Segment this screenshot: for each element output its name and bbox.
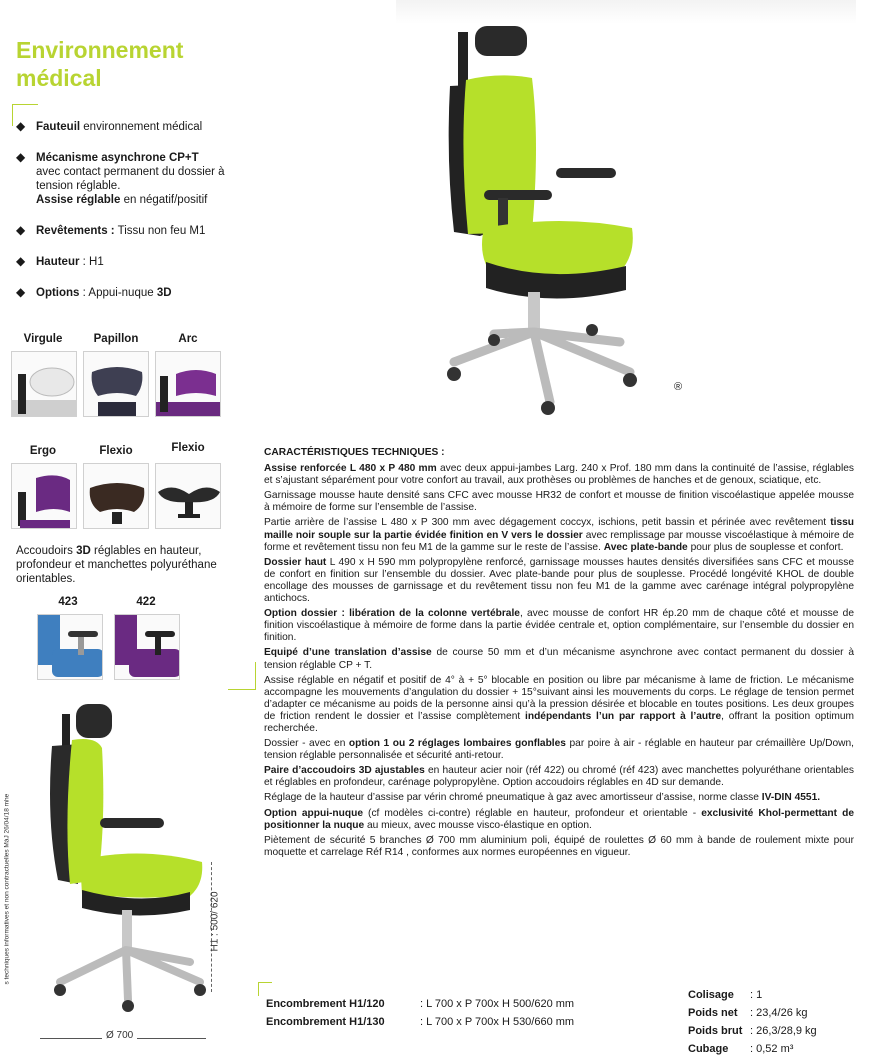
headrest-label-virgule: Virgule <box>23 333 63 345</box>
title-line-2: médical <box>16 65 102 91</box>
headrest-label-flexio-2: Flexio <box>171 442 205 454</box>
feature-text: environnement médical <box>80 121 203 133</box>
corner-marker <box>258 982 272 996</box>
feature-text: : Appui-nuque <box>79 287 157 299</box>
technical-specs <box>264 447 854 862</box>
side-note: s techniques informatives et non contractuelles MàJ 26/04/18 mhe <box>3 793 11 985</box>
headrest-label-flexio: Flexio <box>99 445 133 457</box>
armrest-label-422: 422 <box>136 596 156 608</box>
headrest-virgule-image <box>11 351 77 417</box>
feature-label: Fauteuil <box>36 121 81 133</box>
shipping-row: Poids brut : 26,3/28,9 kg <box>688 1025 817 1037</box>
feature-label: Assise réglable <box>36 194 121 206</box>
feature-label: Hauteur <box>36 256 80 268</box>
feature-label: Revêtements : <box>36 225 115 237</box>
headrest-papillon-image <box>83 351 149 417</box>
side-chair-image <box>40 700 220 1018</box>
page-title <box>16 36 256 92</box>
spec-paragraph: Réglage de la hauteur d’assise par vérin chromé pneumatique à gaz avec amortisseur d’assise, norme classe IV-DIN 4551. <box>264 792 821 804</box>
feature-text: : H1 <box>79 256 104 268</box>
encombrement-row: Encombrement H1/120 : L 700 x P 700x H 500/620 mm <box>266 998 575 1010</box>
feature-text: avec contact permanent du dossier à tension réglable. <box>36 166 225 192</box>
corner-marker <box>228 662 256 690</box>
feature-label: Options <box>36 287 80 299</box>
spec-paragraph: Partie arrière de l’assise L 480 x P 300 mm avec dégagement coccyx, ischions, petit bassin et périnée avec revêtement tissu maille noir souple sur la partie évidée finition en V vers le dossier avec remplissage par mousse viscoélastique à mémoire de forme et revêtement tissu non feu M1 de la gamme sur le reste de l’assise. Avec plate-bande pour plus de souplesse et confort. <box>264 517 854 553</box>
headrest-flexio-2-image <box>155 463 221 529</box>
spec-paragraph: Equipé d’une translation d’assise de course 50 mm et d’un mécanisme asynchrone avec contact permanent du dossier à tension réglable CP + T. <box>264 647 854 671</box>
headrest-arc-image <box>155 351 221 417</box>
feature-item <box>16 255 256 269</box>
armrest-label-423: 423 <box>58 596 78 608</box>
specs-heading: CARACTÉRISTIQUES TECHNIQUES : <box>264 447 445 458</box>
headrest-label-papillon: Papillon <box>93 333 139 345</box>
spec-paragraph: Dossier - avec en option 1 ou 2 réglages lombaires gonflables par poire à air - réglable en hauteur par crémaillère Up/Down, tension réglable personnalisée et sécurité anti-retour. <box>264 738 854 762</box>
shipping-row: Poids net : 23,4/26 kg <box>688 1007 808 1019</box>
spec-paragraph: Assise réglable en négatif et positif de 4° à + 5° blocable en position ou libre par mécanisme à lame de friction. Le mécanisme accompagne les mouvements d’angulation du dossier + 15°suivant ainsi les mouvements du corps. Le réglage de tension permet d’adapter ce mécanisme au poids de la personne ainsi qu’à la pression désirée et blocable en toutes positions. Les deux groupes de friction rendent le dossier et l’assise complètement indépendants l’un par rapport à l’autre, offrant la position optimum recherchée. <box>264 674 855 734</box>
armrest-422-image <box>114 614 180 680</box>
feature-item <box>16 286 256 300</box>
spec-paragraph: Piètement de sécurité 5 branches Ø 700 mm aluminium poli, équipé de roulettes Ø 60 mm à bande de roulement mixte pour moquette et carrelage Réf R14 , conformes aux normes européennes en vigueur. <box>264 834 854 858</box>
top-band <box>396 0 856 24</box>
feature-item <box>16 224 256 238</box>
encombrement-block <box>266 995 676 1031</box>
shipping-row: Cubage : 0,52 m³ <box>688 1043 794 1055</box>
spec-paragraph: Option appui-nuque (cf modèles ci-contre) réglable en hauteur, profondeur et orientable - exclusivité Khol-permettant de positionner la nuque au mieux, avec mousse visco-élastique en option. <box>264 807 854 831</box>
headrest-label-arc: Arc <box>178 333 198 345</box>
headrest-flexio-image <box>83 463 149 529</box>
armrest-423-image <box>37 614 103 680</box>
spec-paragraph: Dossier haut L 490 x H 590 mm polypropylène renforcé, garnissage mousses hautes densités diversifiées sans CFC et mousse de confort en finition sur l’ensemble du dossier. Avec plate-bande pour plus de souplesse. Procédé longévité KHOL de double encollage des mousses de garnissage et du revêtement tissu non feu M1 de la gamme avec carénage intégral polypropylène antichocs. <box>264 556 854 605</box>
diamond-bullet-icon: ◆ <box>16 119 26 133</box>
encombrement-row: Encombrement H1/130 : L 700 x P 700x H 530/660 mm <box>266 1016 575 1028</box>
armrests-description: Accoudoirs 3D réglables en hauteur, profondeur et manchettes polyuréthane orientables. <box>16 545 217 585</box>
headrest-ergo-image <box>11 463 77 529</box>
feature-text: Tissu non feu M1 <box>114 225 206 237</box>
diamond-bullet-icon: ◆ <box>16 254 26 268</box>
spec-paragraph: Paire d’accoudoirs 3D ajustables en hauteur acier noir (réf 422) ou chromé (réf 423) avec manchettes polyuréthane orientables et réglables en profondeur, carénage polypropylène. Option accoudoirs réglables en 4D sur demande. <box>264 765 854 789</box>
feature-label: Mécanisme asynchrone CP+T <box>36 152 199 164</box>
spec-paragraph: Garnissage mousse haute densité sans CFC avec mousse HR32 de confort et mousse de finition viscoélastique appelée mousse à mémoire de forme sur l’ensemble de l’assise. <box>264 490 854 514</box>
main-chair-image <box>420 22 660 422</box>
title-line-1: Environnement <box>16 37 184 63</box>
spec-paragraph: Option dossier : libération de la colonne vertébrale, avec mousse de confort HR ép.20 mm de chaque côté et mousse de finition viscoélastique à mémoire de forme dans la partie évidée centrale et, option complémentaire, sur l’ensemble du dossier en finition. <box>264 608 854 644</box>
height-dimension-label: H1 : 500/ 620 <box>209 891 221 952</box>
diamond-bullet-icon: ◆ <box>16 285 26 299</box>
headrest-label-ergo: Ergo <box>29 445 57 457</box>
feature-text: en négatif/positif <box>120 194 208 206</box>
diamond-bullet-icon: ◆ <box>16 223 26 237</box>
shipping-row: Colisage : 1 <box>688 989 763 1001</box>
feature-label: 3D <box>156 287 172 299</box>
diamond-bullet-icon: ◆ <box>16 150 26 164</box>
registered-mark: ® <box>674 381 683 393</box>
feature-item <box>16 151 256 207</box>
feature-list <box>16 120 256 317</box>
base-dimension-label: Ø 700 <box>102 1030 137 1041</box>
feature-item <box>16 120 256 134</box>
spec-paragraph: Assise renforcée L 480 x P 480 mm avec deux appui-jambes Larg. 240 x Prof. 180 mm dans la continuité de l’assise, réglables et s’ajustant séparément pour votre confort au travail, aux prothèses ou problèmes de hanches et de genoux, sciatique, etc. <box>264 463 855 487</box>
shipping-block <box>688 986 868 1058</box>
